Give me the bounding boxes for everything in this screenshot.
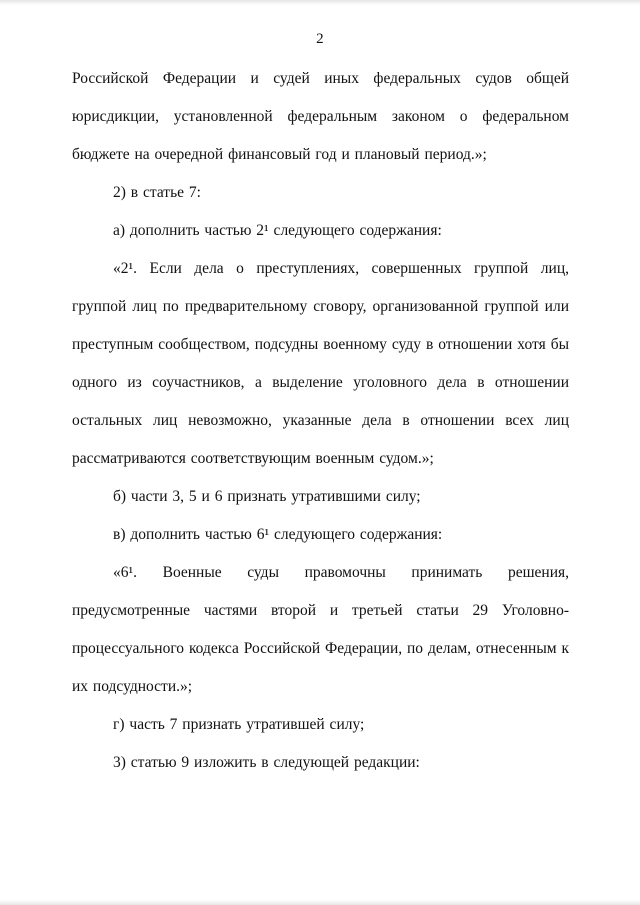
paragraph: а) дополнить частью 2¹ следующего содержания: xyxy=(113,222,442,239)
paragraph: «2¹. Если дела о преступлениях, совершенных группой лиц, группой лиц по предварительному сговору, организованной группой или преступным сообществом, подсудны военному суду в отношении хотя бы одного из соучастников, а выделение уголовного дела в отношении остальных лиц невозможно, указанные дела в отношении всех лиц рассматриваются соответствующим военным судом.»; xyxy=(72,260,569,467)
paragraph: «6¹. Военные суды правомочны принимать решения, предусмотренные частями второй и третьей статьи 29 Уголовно-процессуального кодекса Российской Федерации, по делам, отнесенным к их подсудности.»; xyxy=(72,564,569,695)
paragraph: в) дополнить частью 6¹ следующего содержания: xyxy=(113,526,443,543)
paragraph: 3) статью 9 изложить в следующей редакции: xyxy=(113,754,420,771)
paragraph: 2) в статье 7: xyxy=(113,184,201,201)
paragraph: г) часть 7 признать утратившей силу; xyxy=(113,716,365,733)
paragraph: Российской Федерации и судей иных федеральных судов общей юрисдикции, установленной федеральным законом о федеральном бюджете на очередной финансовый год и плановый период.»; xyxy=(72,70,569,163)
page-number: 2 xyxy=(316,31,324,47)
document-body xyxy=(72,60,569,782)
paragraph: б) части 3, 5 и 6 признать утратившими силу; xyxy=(113,488,421,505)
